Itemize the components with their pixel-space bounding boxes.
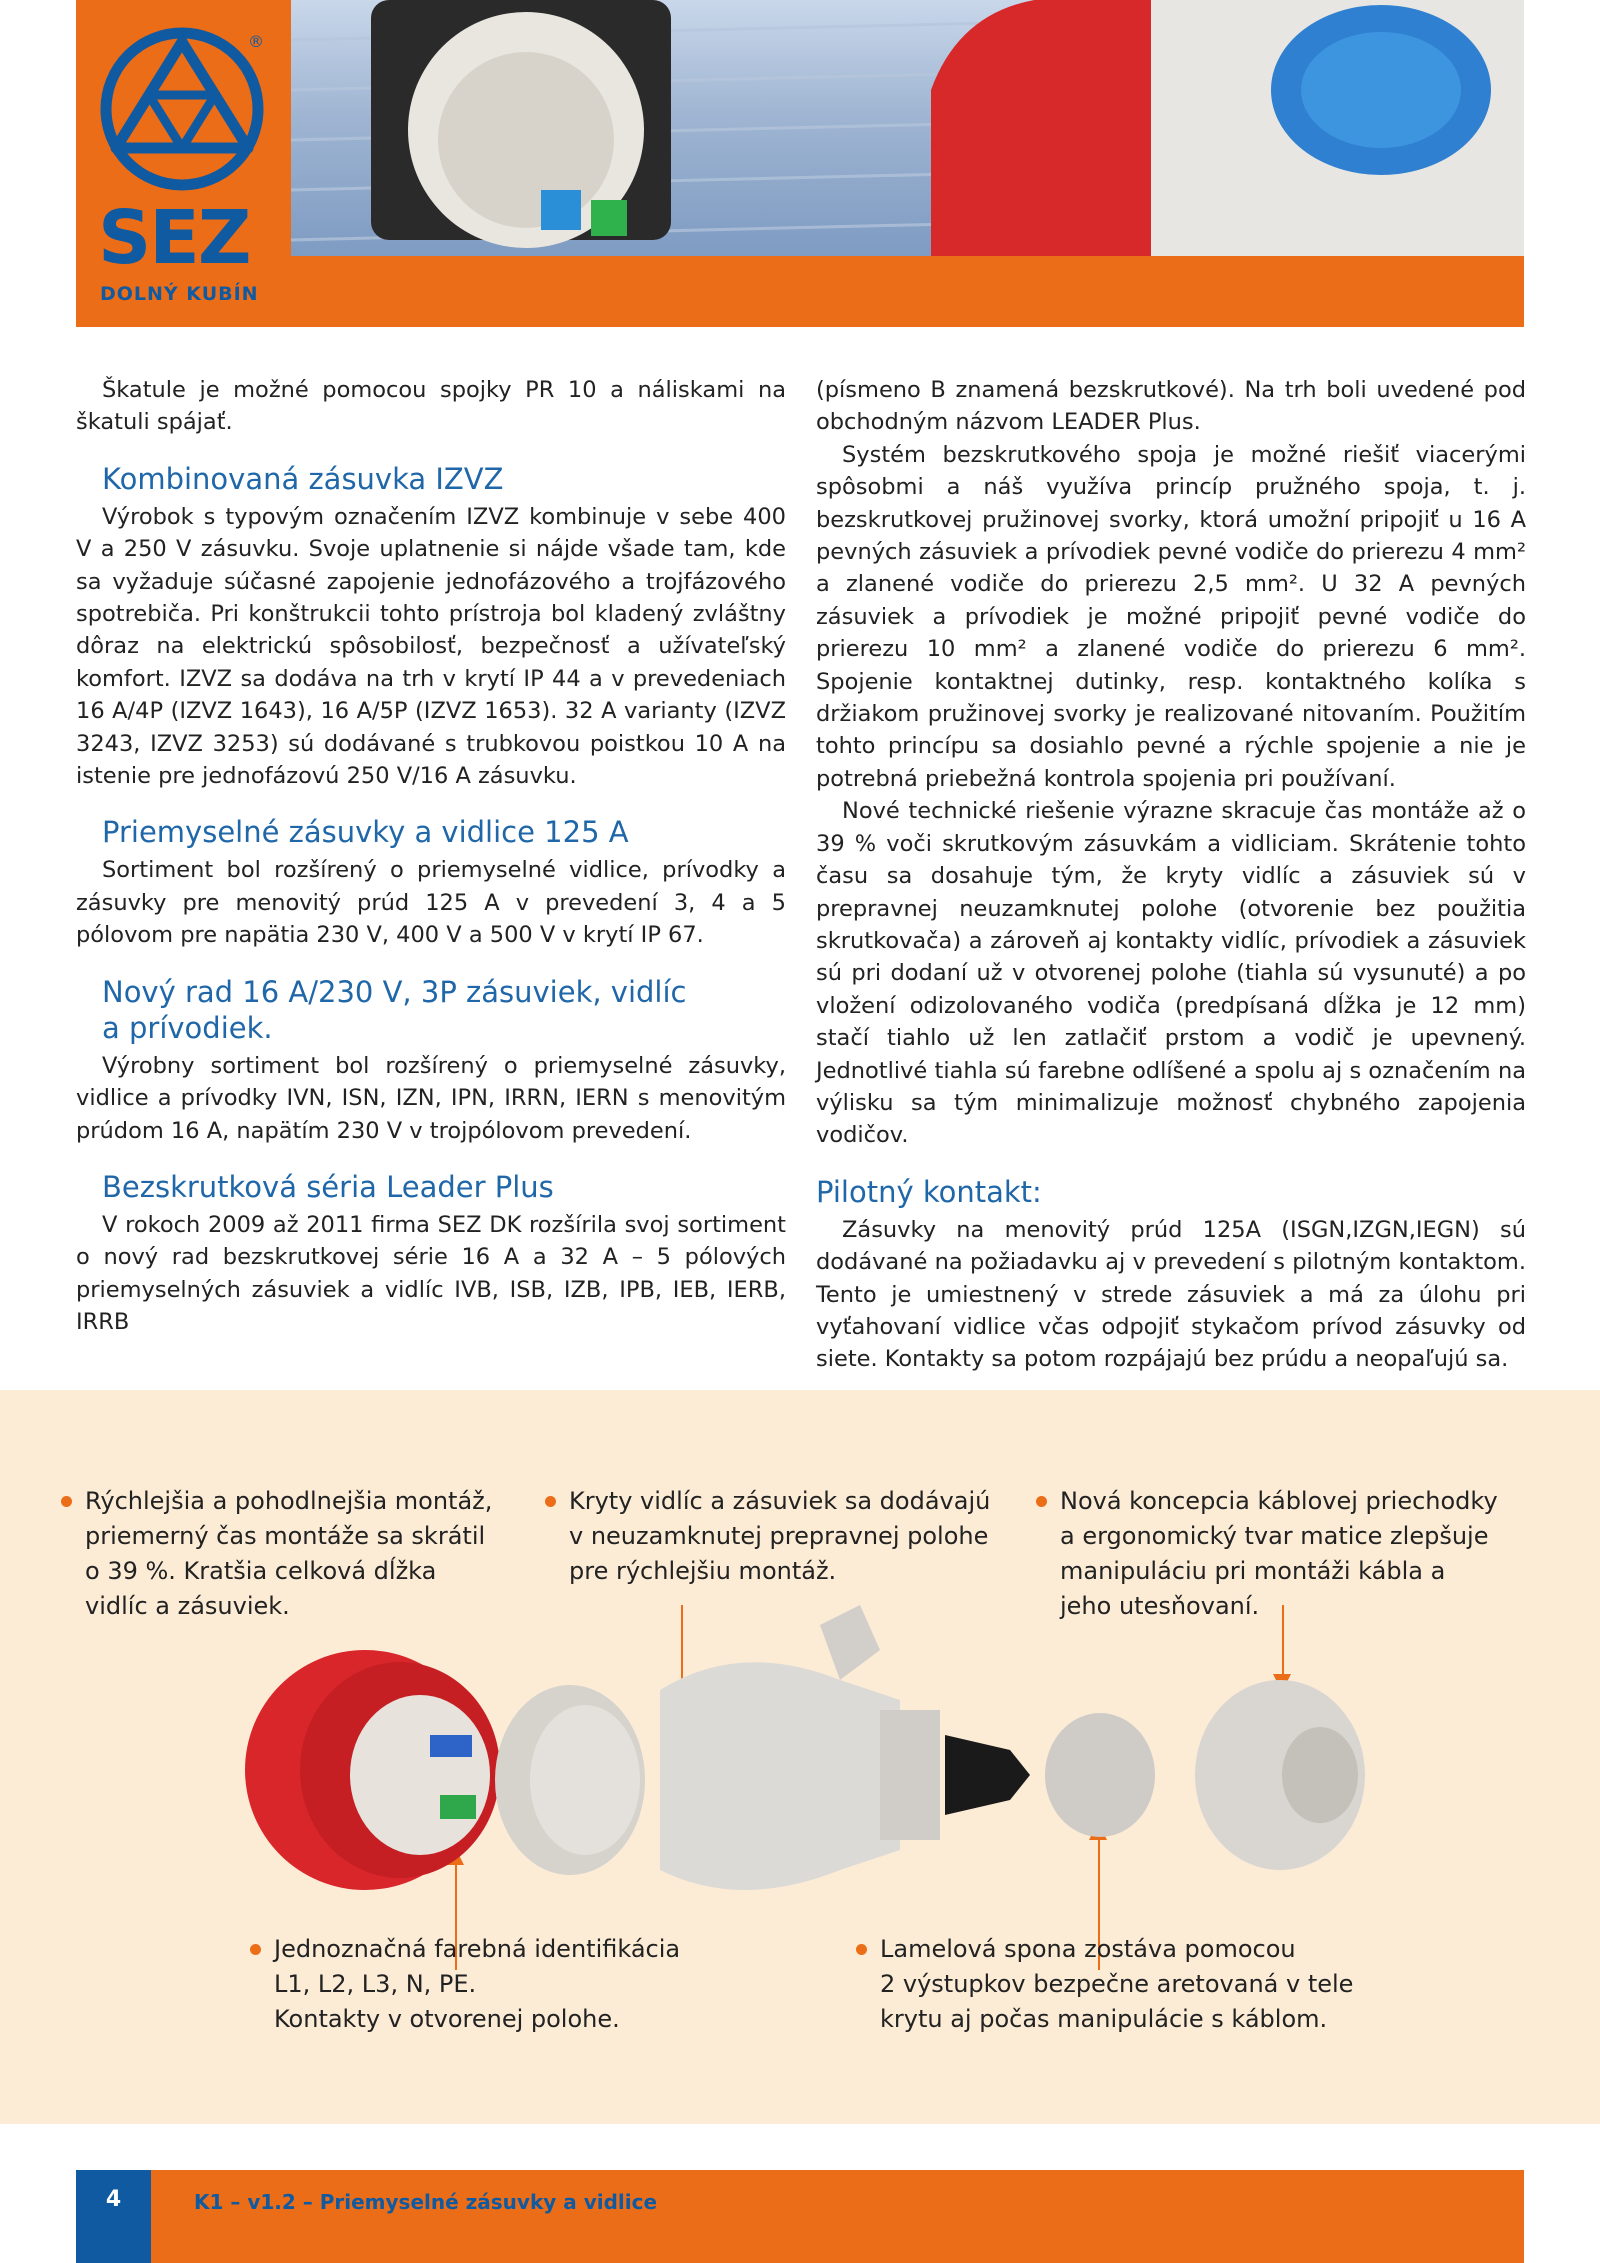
feature-covers bbox=[569, 1484, 990, 1589]
feature-line: Kryty vidlíc a zásuviek sa dodávajú bbox=[569, 1487, 991, 1515]
feature-line: o 39 %. Kratšia celková dĺžka bbox=[85, 1557, 437, 1585]
feature-line: Nová koncepcia káblovej priechodky bbox=[1060, 1487, 1498, 1515]
arrow-indicator bbox=[1282, 1605, 1284, 1685]
logo-city-text: DOLNÝ KUBÍN bbox=[100, 283, 259, 305]
bullet-icon bbox=[545, 1496, 556, 1507]
feature-line: jeho utesňovaní. bbox=[1060, 1592, 1260, 1620]
paragraph-125a: Sortiment bol rozšírený o priemyselné vidlice, prívodky a zásuvky pre menovitý prúd 125 A v prevedení 3, 4 a 5 pólovom pre napätia 230 V, 400 V a 500 V v krytí IP 67. bbox=[76, 857, 786, 949]
feature-lamella-clip bbox=[880, 1932, 1353, 2037]
heading-125a: Priemyselné zásuvky a vidlice 125 A bbox=[102, 815, 629, 850]
page-number: 4 bbox=[76, 2170, 151, 2263]
feature-line: Kontakty v otvorenej polohe. bbox=[274, 2005, 620, 2033]
paragraph-screwless-system: Systém bezskrutkového spoja je možné riešiť viacerými spôsobmi a náš využíva princíp pružného spoja, t. j. bezskrutkovej pružinovej svorky, ktorá umožní pripojiť u 16 A pevných zásuviek a prívodiek pevné vodiče do prierezu 4 mm² a zlanené vodiče do prierezu 2,5 mm². U 32 A pevných zásuviek a prívodiek je možné pripojiť pevné vodiče do prierezu 10 mm² a zlanené vodiče do prierezu 6 mm². Spojenie kontaktnej dutinky, resp. kontaktného kolíka s držiakom pružinovej svorky je realizované nitovaním. Použitím tohto princípu sa dosiahlo pevné a rýchle spojenie a nie je potrebná priebežná kontrola spojenia pri používaní. bbox=[816, 441, 1526, 792]
feature-cable-gland bbox=[1060, 1484, 1498, 1624]
feature-line: Jednoznačná farebná identifikácia bbox=[274, 1935, 681, 1963]
bullet-icon bbox=[250, 1944, 261, 1955]
intro-paragraph: Škatule je možné pomocou spojky PR 10 a náliskami na škatuli spájať. bbox=[76, 377, 786, 436]
column-left bbox=[76, 374, 786, 1339]
feature-line: krytu aj počas manipulácie s káblom. bbox=[880, 2005, 1328, 2033]
paragraph-leader-plus: V rokoch 2009 až 2011 firma SEZ DK rozšírila svoj sortiment o nový rad bezskrutkovej série 16 A a 32 A – 5 pólových priemyselných zásuviek a vidlíc IVB, ISB, IZB, IPB, IEB, IERB, IRRB bbox=[76, 1211, 786, 1336]
paragraph-new-range: Výrobny sortiment bol rozšírený o priemyselné zásuvky, vidlice a prívodky IVN, ISN, IZN, IPN, IRRN, IERN s menovitým prúdom 16 A, napätím 230 V v trojpólovom prevedení. bbox=[76, 1052, 786, 1144]
registered-mark: ® bbox=[248, 32, 264, 51]
heading-izvz: Kombinovaná zásuvka IZVZ bbox=[102, 461, 504, 496]
feature-line: 2 výstupkov bezpečne aretovaná v tele bbox=[880, 1970, 1354, 1998]
arrow-indicator bbox=[681, 1605, 683, 1700]
paragraph-izvz: Výrobok s typovým označením IZVZ kombinuje v sebe 400 V a 250 V zásuvku. Svoje uplatnenie si nájde všade tam, kde sa vyžaduje súčasné zapojenie jednofázového a trojfázového spotrebiča. Pri konštrukcii tohto prístroja bol kladený zvláštny dôraz na elektrickú spôsobilosť, bezpečnosť a užívateľský komfort. IZVZ sa dodáva na trh v krytí IP 44 a v prevedeniach 16 A/4P (IZVZ 1643), 16 A/5P (IZVZ 1653). 32 A varianty (IZVZ 3243, IZVZ 3253) sú dodávané s trubkovou poistkou 10 A na istenie pre jednofázovú 250 V/16 A zásuvku. bbox=[76, 503, 786, 790]
heading-pilot-contact: Pilotný kontakt: bbox=[816, 1174, 1042, 1209]
heading-leader-plus: Bezskrutková séria Leader Plus bbox=[102, 1169, 554, 1204]
heading-new-range bbox=[102, 974, 786, 1046]
logo-sez-text: SEZ bbox=[98, 195, 250, 281]
socket-photo-illustration bbox=[291, 0, 1524, 256]
feature-line: Rýchlejšia a pohodlnejšia montáž, bbox=[85, 1487, 493, 1515]
feature-line: vidlíc a zásuviek. bbox=[85, 1592, 290, 1620]
feature-color-identification bbox=[274, 1932, 680, 2037]
paragraph-pilot-contact: Zásuvky na menovitý prúd 125A (ISGN,IZGN,IEGN) sú dodávané na požiadavku aj v prevedení s pilotným kontaktom. Tento je umiestnený v strede zásuviek a má za úlohu pri vyťahovaní vidlice včas odpojiť stykačom prívod zásuvky od siete. Kontakty sa potom rozpájajú bez prúdu a neopaľujú sa. bbox=[816, 1216, 1526, 1373]
heading-new-range-line2: a prívodiek. bbox=[102, 1010, 273, 1045]
sez-logo bbox=[76, 0, 288, 327]
feature-line: manipuláciu pri montáži kábla a bbox=[1060, 1557, 1446, 1585]
bullet-icon bbox=[856, 1944, 867, 1955]
column-right bbox=[816, 374, 1526, 1376]
header-banner bbox=[76, 0, 1524, 327]
heading-new-range-line1: Nový rad 16 A/230 V, 3P zásuviek, vidlíc bbox=[102, 974, 687, 1009]
feature-line: Lamelová spona zostáva pomocou bbox=[880, 1935, 1296, 1963]
feature-line: priemerný čas montáže sa skrátil bbox=[85, 1522, 486, 1550]
page-footer bbox=[76, 2170, 1524, 2263]
feature-band bbox=[0, 1390, 1600, 2124]
feature-line: L1, L2, L3, N, PE. bbox=[274, 1970, 477, 1998]
feature-line: pre rýchlejšiu montáž. bbox=[569, 1557, 837, 1585]
footer-title: K1 – v1.2 – Priemyselné zásuvky a vidlice bbox=[194, 2190, 658, 2214]
bullet-icon bbox=[1036, 1496, 1047, 1507]
feature-line: a ergonomický tvar matice zlepšuje bbox=[1060, 1522, 1489, 1550]
paragraph-leader-continued: (písmeno B znamená bezskrutkové). Na trh boli uvedené pod obchodným názvom LEADER Plus. bbox=[816, 377, 1526, 436]
feature-line: v neuzamknutej prepravnej polohe bbox=[569, 1522, 989, 1550]
feature-assembly bbox=[85, 1484, 492, 1624]
triangle-logo-icon bbox=[76, 0, 288, 195]
paragraph-assembly-time: Nové technické riešenie výrazne skracuje čas montáže až o 39 % voči skrutkovým zásuvkám a vidliciam. Skrátenie tohto času sa dosahuje tým, že kryty vidlíc a zásuviek sú v prepravnej neuzamknutej polohe (otvorenie bez použitia skrutkovača) a zároveň aj kontakty vidlíc, prívodiek a zásuviek sú pri dodaní už v otvorenej polohe (tiahla sú vysunuté) a po vložení odizolovaného vodiča (predpísaná dĺžka je 12 mm) stačí tiahlo už len zatlačiť prstom a vodič je upevnený. Jednotlivé tiahla sú farebne odlíšené a spolu aj s označením na výlisku sa tým minimalizuje možnosť chybného zapojenia vodičov. bbox=[816, 798, 1526, 1149]
header-product-photo bbox=[291, 0, 1524, 256]
bullet-icon bbox=[61, 1496, 72, 1507]
